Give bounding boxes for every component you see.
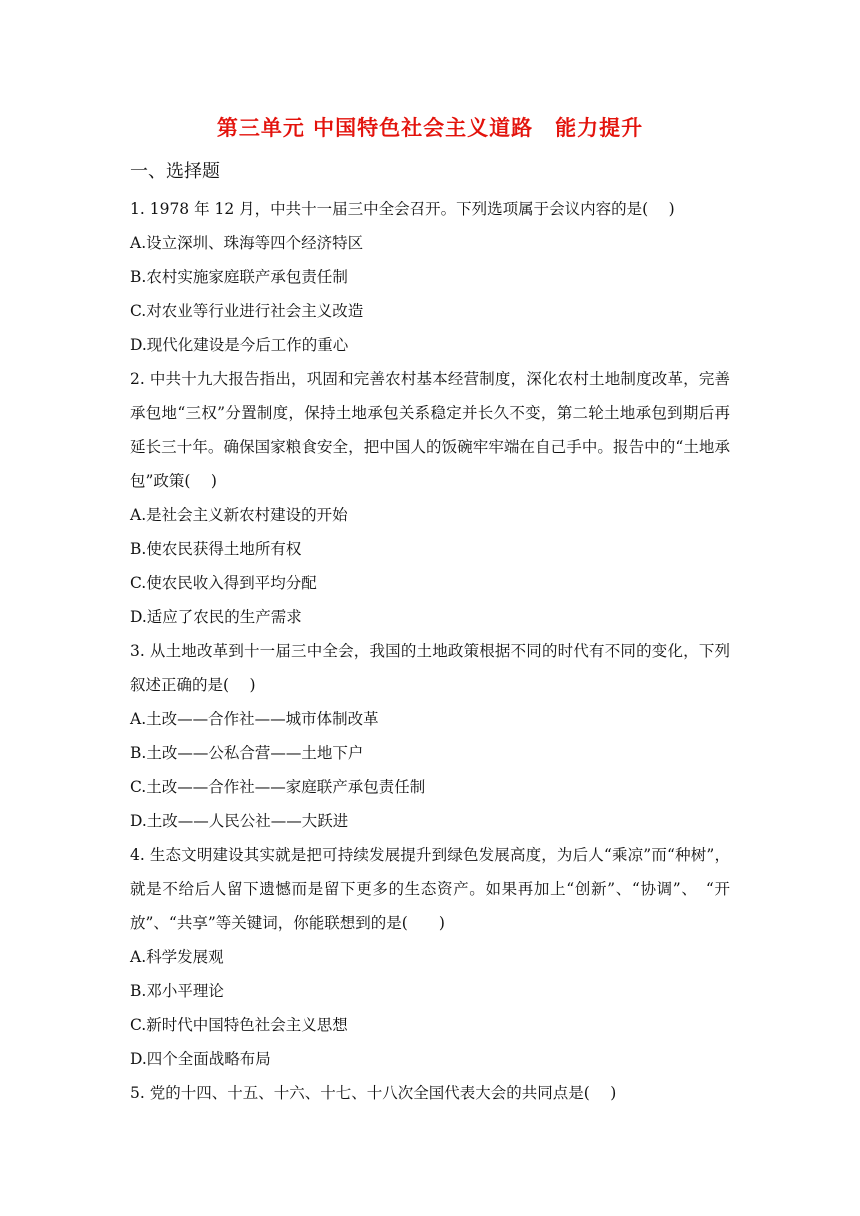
question-stem: 3. 从土地改革到十一届三中全会，我国的土地政策根据不同的时代有不同的变化，下列叙述正确的是( ): [130, 642, 730, 694]
option-d: D.现代化建设是今后工作的重心: [130, 336, 349, 354]
section-heading: 一、选择题: [130, 161, 220, 182]
question-stem: 2. 中共十九大报告指出，巩固和完善农村基本经营制度，深化农村土地制度改革，完善承包地“三权”分置制度，保持土地承包关系稳定并长久不变，第二轮土地承包到期后再延长三十年。确保国家粮食安全，把中国人的饭碗牢牢端在自己手中。报告中的“土地承包”政策( ): [130, 370, 730, 490]
option-d: D.土改——人民公社——大跃进: [130, 812, 349, 830]
option-c: C.新时代中国特色社会主义思想: [130, 1016, 348, 1034]
question-2: [130, 362, 730, 634]
question-1: [130, 192, 730, 362]
question-stem: 1. 1978 年 12 月，中共十一届三中全会召开。下列选项属于会议内容的是( ): [130, 200, 675, 218]
question-5: [130, 1076, 730, 1110]
question-list: [130, 158, 730, 1110]
question-stem: 5. 党的十四、十五、十六、十七、十八次全国代表大会的共同点是( ): [130, 1084, 617, 1102]
option-d: D.四个全面战略布局: [130, 1050, 271, 1068]
option-a: A.科学发展观: [130, 948, 224, 966]
question-3: [130, 634, 730, 838]
question-stem: 4. 生态文明建设其实就是把可持续发展提升到绿色发展高度，为后人“乘凉”而“种树”，就是不给后人留下遗憾而是留下更多的生态资产。如果再加上“创新”、“协调”、 “开放”、“共享”等关键词，你能联想到的是( ): [130, 846, 730, 932]
option-c: C.对农业等行业进行社会主义改造: [130, 302, 364, 320]
option-b: B.土改——公私合营——土地下户: [130, 744, 364, 762]
option-a: A.是社会主义新农村建设的开始: [130, 506, 348, 524]
option-a: A.设立深圳、珠海等四个经济特区: [130, 234, 364, 252]
option-c: C.土改——合作社——家庭联产承包责任制: [130, 778, 426, 796]
option-a: A.土改——合作社——城市体制改革: [130, 710, 379, 728]
option-c: C.使农民收入得到平均分配: [130, 574, 317, 592]
option-b: B.使农民获得土地所有权: [130, 540, 302, 558]
question-4: [130, 838, 730, 1076]
option-b: B.邓小平理论: [130, 982, 224, 1000]
option-d: D.适应了农民的生产需求: [130, 608, 302, 626]
page-title: 第三单元 中国特色社会主义道路 能力提升: [216, 116, 644, 140]
option-b: B.农村实施家庭联产承包责任制: [130, 268, 348, 286]
